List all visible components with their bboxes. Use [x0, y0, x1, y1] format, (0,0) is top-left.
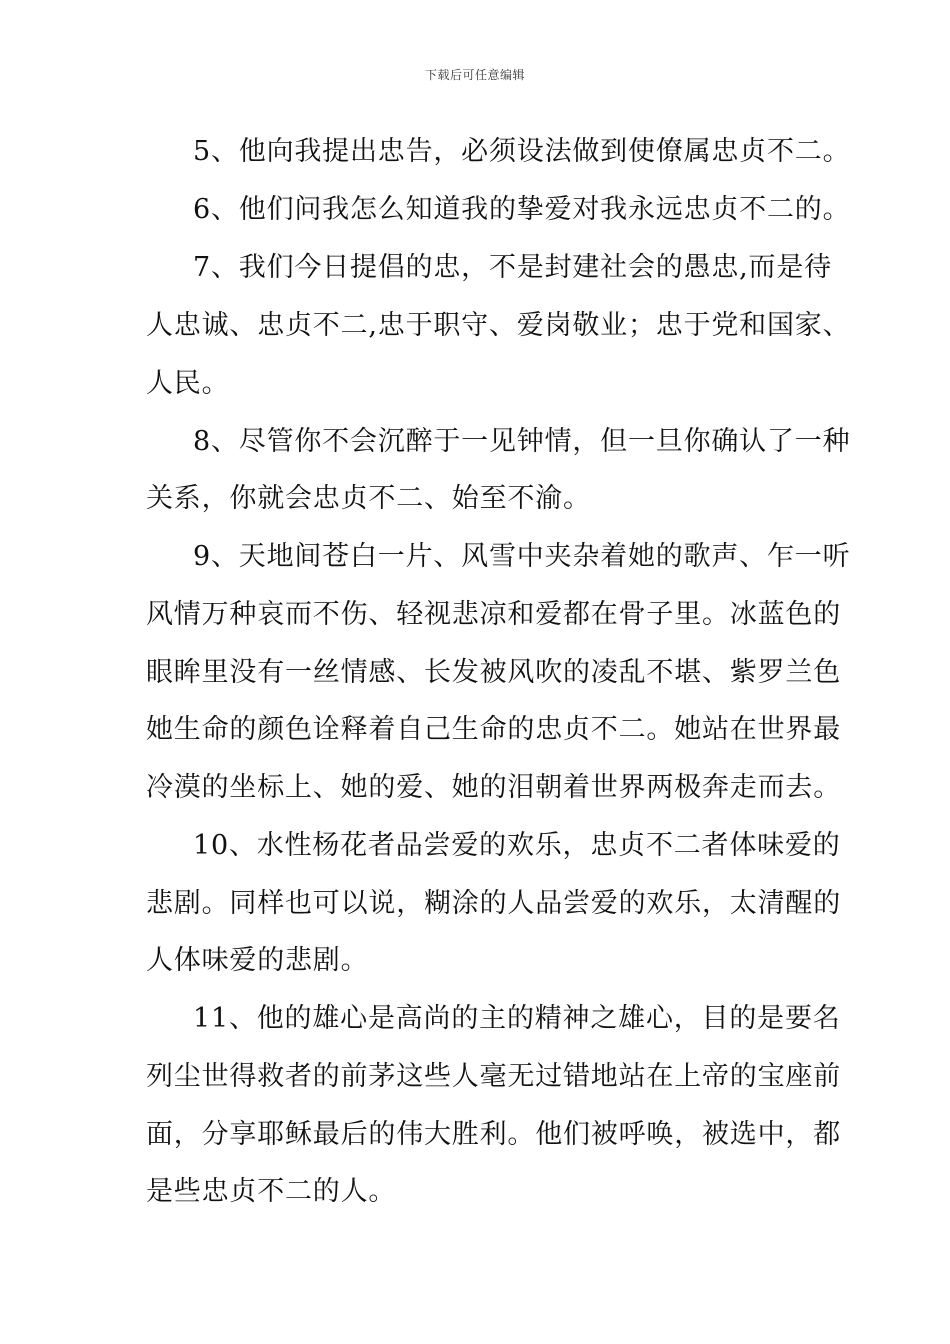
- text-line: 人忠诚、忠贞不二,忠于职守、爱岗敬业；忠于党和国家、: [146, 310, 851, 341]
- text-line: 5、他向我提出忠告，必须设法做到使僚属忠贞不二。: [193, 136, 851, 167]
- text-line: 关系，你就会忠贞不二、始至不渝。: [146, 483, 591, 514]
- text-line: 悲剧。同样也可以说，糊涂的人品尝爱的欢乐，太清醒的: [146, 888, 841, 919]
- text-line: 面，分享耶稣最后的伟大胜利。他们被呼唤，被选中，都: [146, 1119, 841, 1150]
- text-line: 是些忠贞不二的人。: [146, 1176, 397, 1207]
- text-line: 人体味爱的悲剧。: [146, 945, 369, 976]
- text-line: 9、天地间苍白一片、风雪中夹杂着她的歌声、乍一听: [193, 541, 851, 572]
- text-line: 列尘世得救者的前茅这些人毫无过错地站在上帝的宝座前: [146, 1061, 841, 1092]
- text-line: 她生命的颜色诠释着自己生命的忠贞不二。她站在世界最: [146, 714, 841, 745]
- text-line: 冷漠的坐标上、她的爱、她的泪朝着世界两极奔走而去。: [146, 772, 841, 803]
- text-line: 风情万种哀而不伤、轻视悲凉和爱都在骨子里。冰蓝色的: [146, 599, 841, 630]
- text-line: 6、他们问我怎么知道我的挚爱对我永远忠贞不二的。: [193, 194, 851, 225]
- text-line: 11、他的雄心是高尚的主的精神之雄心，目的是要名: [193, 1003, 841, 1034]
- page-header: 下载后可任意编辑: [424, 68, 525, 82]
- text-line: 8、尽管你不会沉醉于一见钟情，但一旦你确认了一种: [193, 426, 851, 457]
- text-line: 10、水性杨花者品尝爱的欢乐，忠贞不二者体味爱的: [193, 830, 841, 861]
- text-line: 7、我们今日提倡的忠，不是封建社会的愚忠,而是待: [193, 252, 832, 283]
- text-line: 人民。: [146, 368, 230, 399]
- text-line: 眼眸里没有一丝情感、长发被风吹的凌乱不堪、紫罗兰色: [146, 657, 841, 688]
